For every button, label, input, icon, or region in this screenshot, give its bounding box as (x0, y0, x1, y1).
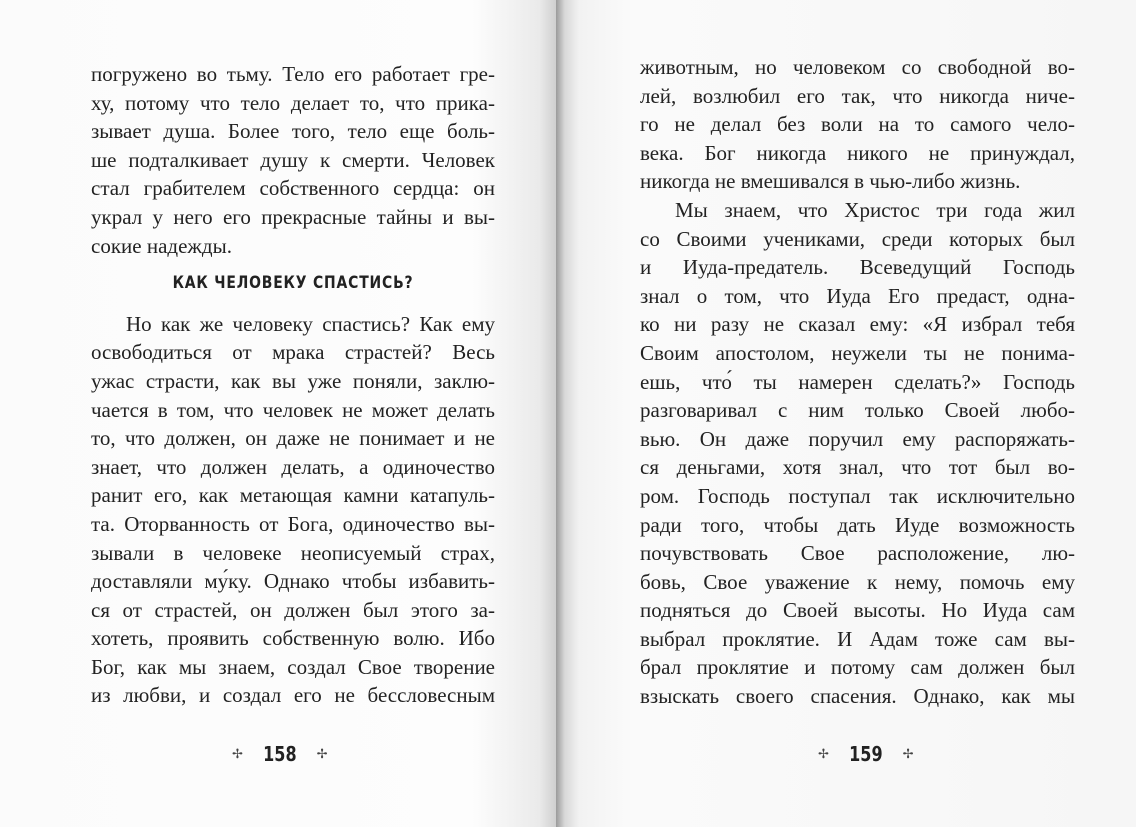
text-line: го не делал без воли на то самого чело- (640, 112, 1075, 137)
right-page (556, 0, 1136, 827)
text-line: взыскать своего спасения. Однако, как мы (640, 684, 1075, 709)
text-line: сокие надежды. (91, 233, 232, 258)
text-line: то, что должен, он даже не понимает и не (91, 426, 495, 451)
text-line: украл у него его прекрасные тайны и вы- (91, 204, 495, 229)
text-line: бовь, Свое уважение к нему, помочь ему (640, 569, 1075, 594)
text-line: доставляли му́ку. Однако чтобы избавить- (91, 569, 495, 594)
text-line: погружено во тьму. Тело его работает гре- (91, 62, 495, 86)
ornament-icon: ✢ (818, 746, 829, 762)
text-line: ху, потому что тело делает то, что прика- (91, 90, 495, 115)
text-line: знает, что должен делать, а одиночество (91, 454, 495, 479)
text-line: Но как же человеку спастись? Как ему (126, 311, 495, 336)
text-line: ше подталкивает душу к смерти. Человек (91, 147, 495, 172)
text-line: стал грабителем собственного сердца: он (91, 176, 495, 201)
text-line: со Своими учениками, среди которых был (640, 226, 1075, 251)
text-line: почувствовать Свое расположение, лю- (640, 541, 1075, 566)
right-page-body (640, 53, 1075, 711)
section-heading: КАК ЧЕЛОВЕКУ СПАСТИСЬ? (172, 273, 414, 294)
text-line: разговаривал с ним только Своей любо- (640, 398, 1075, 423)
ornament-icon: ✢ (902, 746, 914, 762)
text-line: и Иуда-предатель. Всеведущий Господь (640, 255, 1075, 280)
ornament-icon: ✢ (316, 746, 328, 762)
text-line: никогда не вмешивался в чью-либо жизнь. (640, 169, 1021, 194)
text-line: выбрал проклятие. И Адам тоже сам вы- (640, 626, 1075, 651)
text-line: Своим апостолом, неужели ты не понима- (640, 340, 1075, 365)
page-number: 159 (849, 742, 883, 766)
text-line: зывали в человеке неописуемый страх, (91, 540, 495, 565)
page-number-footer (232, 742, 328, 766)
text-line: подняться до Своей высоты. Но Иуда сам (640, 598, 1075, 623)
text-line: ради того, чтобы дать Иуде возможность (640, 512, 1075, 537)
text-line: Бог, как мы знаем, создал Свое творение (91, 654, 495, 679)
text-line: знал о том, что Иуда Его предаст, одна- (640, 283, 1075, 308)
text-line: Мы знаем, что Христос три года жил (675, 197, 1075, 222)
text-line: животным, но человеком со свободной во- (640, 55, 1075, 79)
text-line: ром. Господь поступал так исключительно (640, 483, 1075, 508)
text-line: ужас страсти, как вы уже поняли, заклю- (91, 368, 495, 393)
text-line: века. Бог никогда никого не принуждал, (640, 140, 1075, 165)
text-line: хотеть, проявить собственную волю. Ибо (91, 626, 495, 651)
text-line: та. Оторванность от Бога, одиночество вы- (91, 511, 495, 536)
left-page-body (91, 60, 495, 710)
text-line: из любви, и создал его не бессловесным (91, 683, 495, 708)
text-line: ешь, что́ ты намерен сделать?» Господь (640, 369, 1075, 394)
page-number-footer (818, 742, 914, 766)
page-number: 158 (263, 742, 297, 766)
text-line: брал проклятие и потому сам должен был (640, 655, 1075, 680)
text-line: освободиться от мрака страстей? Весь (91, 340, 495, 365)
text-line: вью. Он даже поручил ему распоряжать- (640, 426, 1075, 451)
text-line: ся деньгами, хотя знал, что тот был во- (640, 455, 1075, 480)
text-line: лей, возлюбил его так, что никогда ниче- (640, 83, 1075, 108)
text-line: ранит его, как метающая камни катапуль- (91, 483, 495, 508)
text-line: ся от страстей, он должен был этого за- (91, 597, 495, 622)
text-line: чается в том, что человек не может делать (91, 397, 495, 422)
left-page (0, 0, 556, 827)
text-line: зывает душа. Более того, тело еще боль- (91, 119, 495, 144)
text-line: ко ни разу не сказал ему: «Я избрал тебя (640, 312, 1075, 337)
ornament-icon: ✢ (232, 746, 243, 762)
